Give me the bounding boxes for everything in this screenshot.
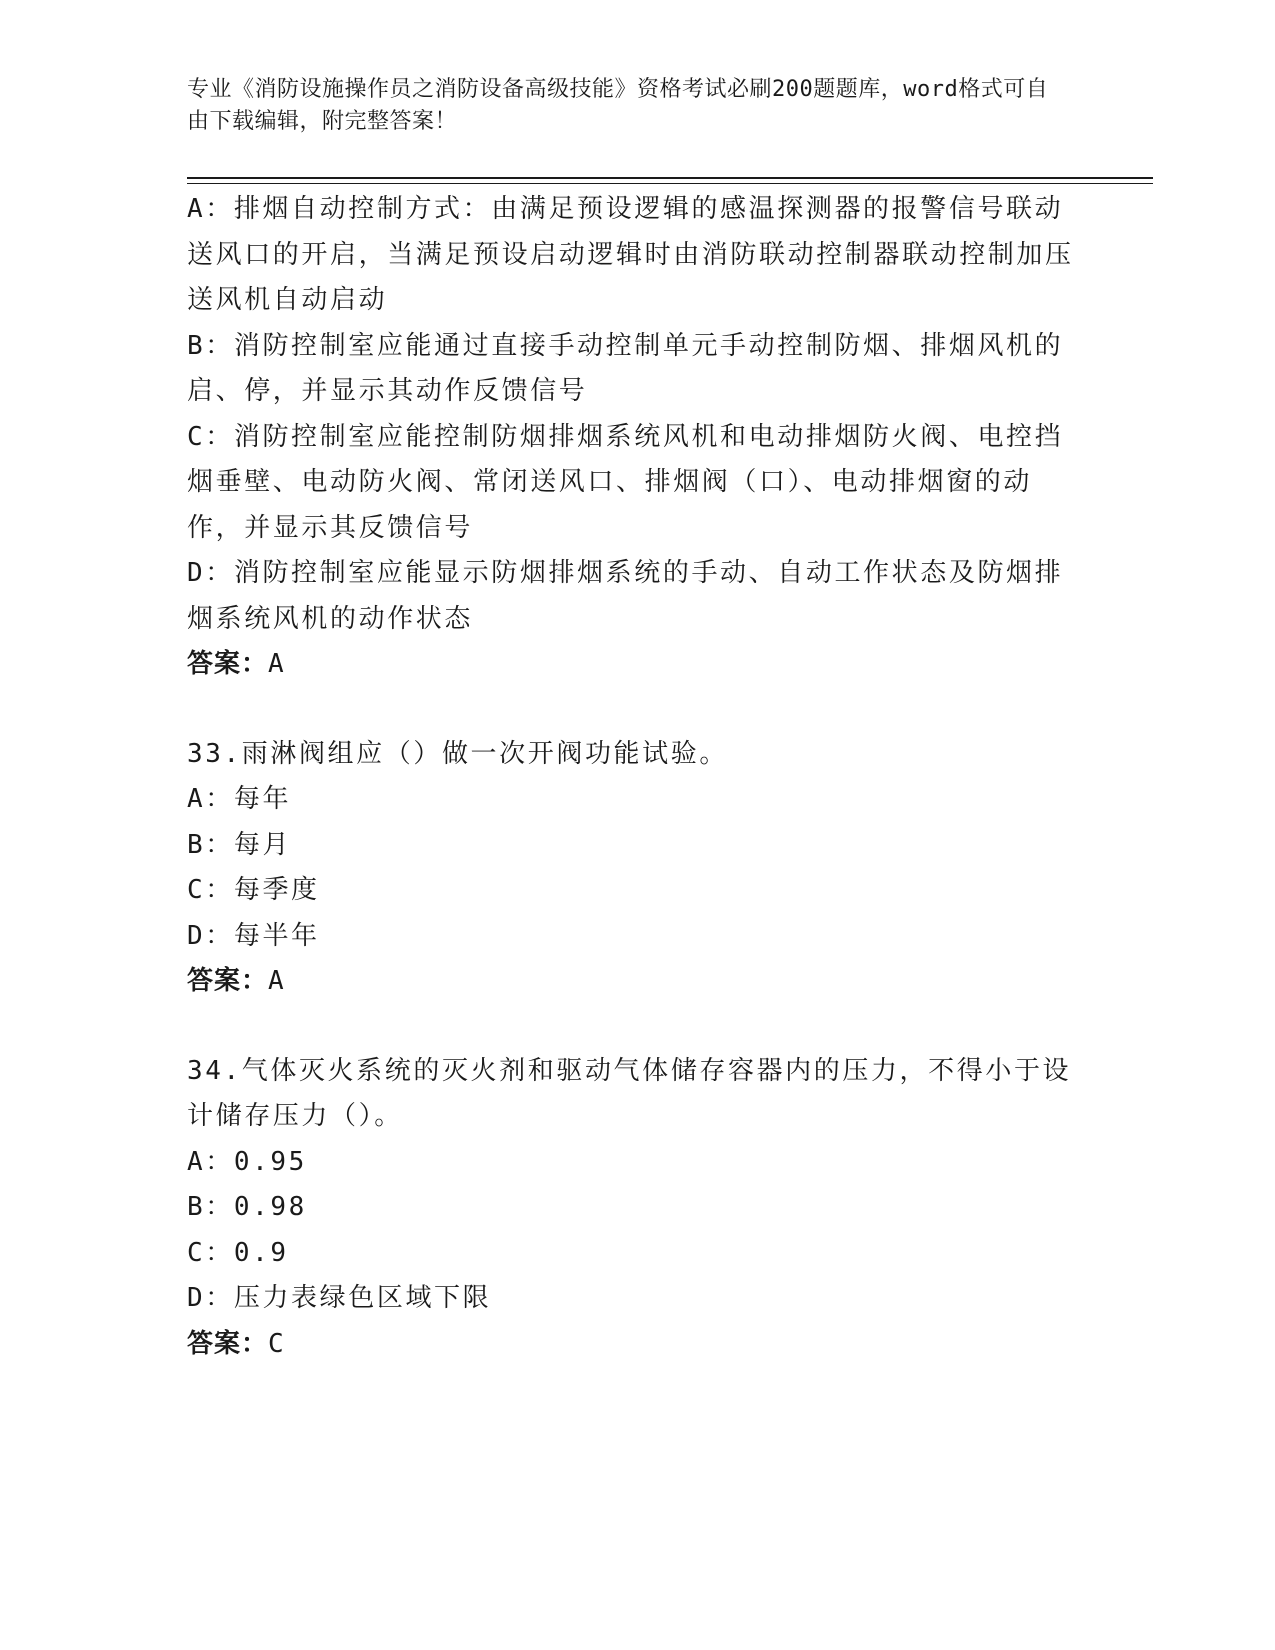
q34-answer: [187, 1322, 1087, 1368]
question-content: [187, 187, 1087, 1367]
q32-option-d: D：消防控制室应能显示防烟排烟系统的手动、自动工作状态及防烟排烟系统风机的动作状态: [187, 558, 1064, 634]
q33-question: 33.雨淋阀组应（）做一次开阀功能试验。: [187, 738, 728, 769]
q32-answer: [187, 642, 1087, 688]
q34-answer-label: 答案：: [187, 1328, 269, 1359]
q34-option-c: C：0.9: [187, 1237, 289, 1268]
q32-answer-value: A: [268, 649, 285, 679]
q32-option-a: A：排烟自动控制方式：由满足预设逻辑的感温探测器的报警信号联动送风口的开启，当满足预设启动逻辑时由消防联动控制器联动控制加压送风机自动启动: [187, 194, 1074, 315]
document-header: 专业《消防设施操作员之消防设备高级技能》资格考试必刷200题题库，word格式可自由下载编辑，附完整答案！: [187, 77, 1049, 134]
q34-option-d: D：压力表绿色区域下限: [187, 1283, 492, 1313]
q33-option-b: B：每月: [187, 829, 292, 860]
q32-option-b: B：消防控制室应能通过直接手动控制单元手动控制防烟、排烟风机的启、停，并显示其动作反馈信号: [187, 330, 1064, 406]
q33-answer-label: 答案：: [187, 966, 269, 996]
q34-answer-value: C: [268, 1328, 285, 1359]
q33-option-d: D：每半年: [187, 920, 320, 951]
q33-option-c: C：每季度: [187, 875, 320, 905]
spacer: [187, 688, 1087, 732]
q33-answer: [187, 959, 1087, 1005]
spacer: [187, 1005, 1087, 1049]
header-rule-thick: [187, 177, 1153, 179]
q33-option-a: A：每年: [187, 784, 292, 814]
q34-option-a: A：0.95: [187, 1146, 307, 1177]
q32-option-c: C：消防控制室应能控制防烟排烟系统风机和电动排烟防火阀、电控挡烟垂壁、电动防火阀、常闭送风口、排烟阀（口）、电动排烟窗的动作，并显示其反馈信号: [187, 421, 1064, 543]
q32-answer-label: 答案：: [187, 649, 269, 679]
header-rule-thin: [187, 183, 1153, 184]
q34-question: 34.气体灭火系统的灭火剂和驱动气体储存容器内的压力，不得小于设计储存压力（）。: [187, 1055, 1072, 1131]
q34-option-b: B：0.98: [187, 1192, 307, 1222]
q33-answer-value: A: [268, 966, 285, 996]
